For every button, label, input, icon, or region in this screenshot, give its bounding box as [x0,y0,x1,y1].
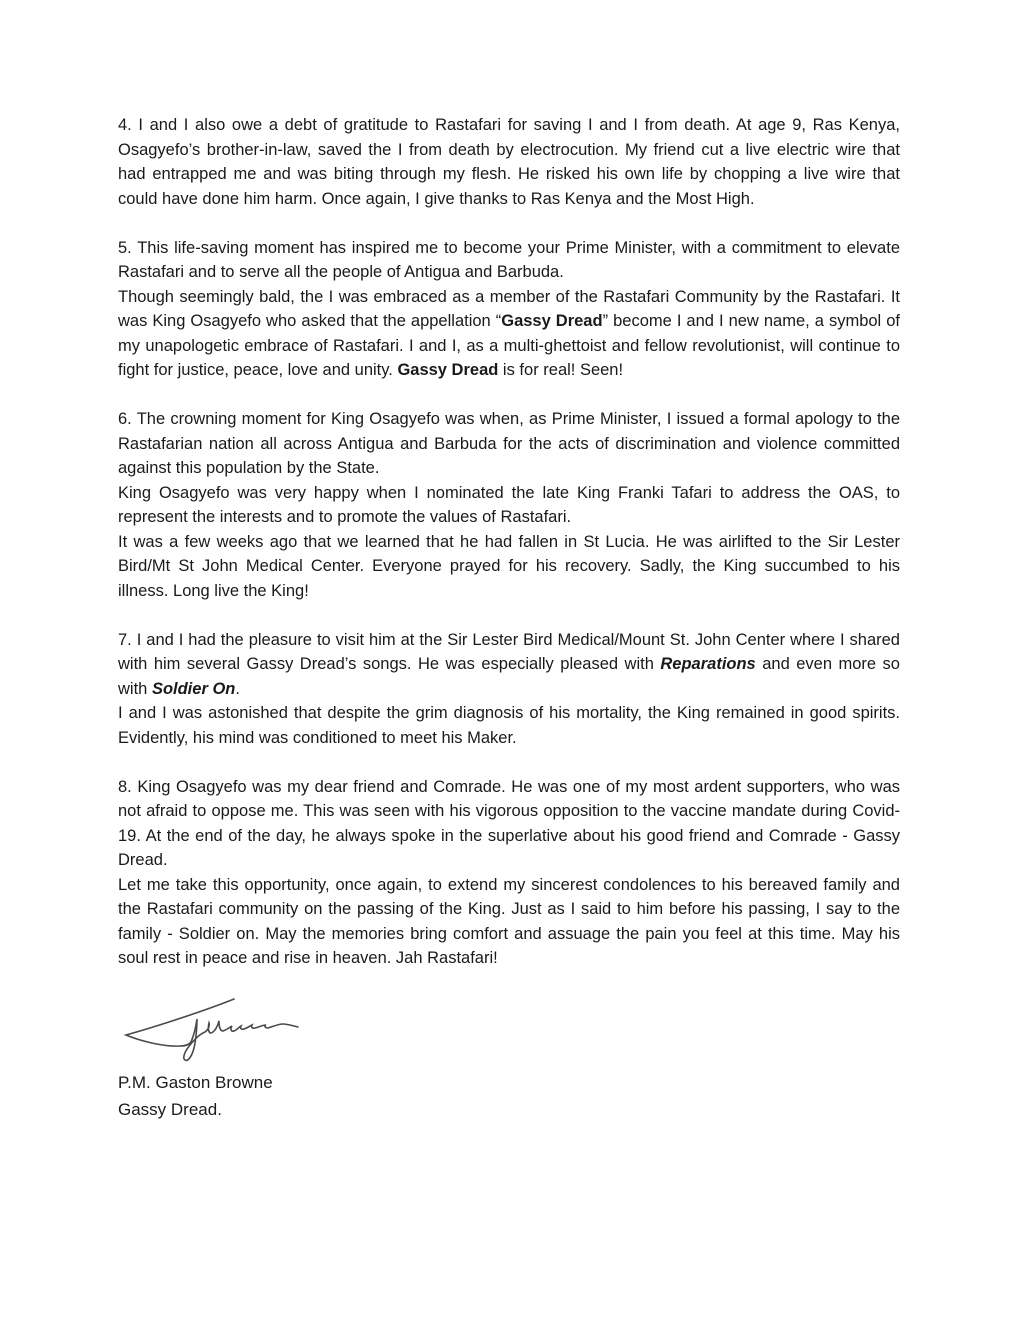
text-run: is for real! Seen! [498,361,624,379]
text-run: and even more so with [118,655,900,698]
paragraph [118,775,900,971]
signatory-name: P.M. Gaston Browne [118,1073,273,1092]
emphasized-text: Gassy Dread [397,361,499,379]
paragraph [118,113,900,211]
text-run: It was a few weeks ago that we learned that he had fallen in St Lucia. He was airlifted to the Sir Lester Bird/Mt St John Medical Center. Everyone prayed for his recovery. Sadly, the King succumbed to his illness. Long live the King! [118,532,900,600]
text-run: Let me take this opportunity, once again, to extend my sincerest condolences to his bereaved family and the Rastafari community on the passing of the King. Just as I said to him before his passing, I say to the family - Soldier on. May the memories bring comfort and assuage the pain you feel at this time. May his soul rest in peace and rise in heaven. Jah Rastafari! [118,875,900,967]
paragraph [118,628,900,751]
text-run: Though seemingly bald, the I was embraced as a member of the Rastafari Community by the Rastafari. It was King Osagyefo who asked that the appellation “ [118,287,900,330]
text-run: 7. I and I had the pleasure to visit him at the Sir Lester Bird Medical/Mount St. John Center where I shared with him several Gassy Dread’s songs. He was especially pleased with [118,630,900,673]
text-run: 4. I and I also owe a debt of gratitude to Rastafari for saving I and I from death. At age 9, Ras Kenya, Osagyefo’s brother-in-law, saved the I from death by electrocution. My friend cut a live electric wire that had entrapped me and was biting through my flesh. He risked his own life by chopping a live wire that could have done him harm. Once again, I give thanks to Ras Kenya and the Most High. [118,116,900,208]
emphasized-text: Reparations [660,655,756,673]
text-run: 6. The crowning moment for King Osagyefo was when, as Prime Minister, I issued a formal apology to the Rastafarian nation all across Antigua and Barbuda for the acts of discrimination and violence committed against this population by the State. [118,410,900,477]
emphasized-text: Gassy Dread [501,312,603,330]
text-run: . [235,679,240,698]
document-body [118,113,900,1123]
paragraph [118,236,900,383]
text-run: King Osagyefo was very happy when I nominated the late King Franki Tafari to address the OAS, to represent the interests and to promote the values of Rastafari. [118,483,900,526]
paragraph [118,407,900,603]
signature-scribble-icon [122,995,322,1065]
signature-block [122,995,322,1065]
closing-block [118,1069,900,1123]
text-run: 5. This life-saving moment has inspired me to become your Prime Minister, with a commitment to elevate Rastafari and to serve all the people of Antigua and Barbuda. [118,238,900,281]
text-run: ” become I and I new name, a symbol of my unapologetic embrace of Rastafari. I and I, as a multi-ghettoist and fellow revolutionist, will continue to fight for justice, peace, love and unity. [118,312,900,379]
text-run: I and I was astonished that despite the grim diagnosis of his mortality, the King remained in good spirits. Evidently, his mind was conditioned to meet his Maker. [118,704,900,747]
text-run: 8. King Osagyefo was my dear friend and Comrade. He was one of my most ardent supporters, who was not afraid to oppose me. This was seen with his vigorous opposition to the vaccine mandate during Covid-19. At the end of the day, he always spoke in the superlative about his good friend and Comrade - Gassy Dread. [118,777,900,869]
emphasized-text: Soldier On [151,679,236,698]
signatory-alias: Gassy Dread. [118,1100,222,1119]
